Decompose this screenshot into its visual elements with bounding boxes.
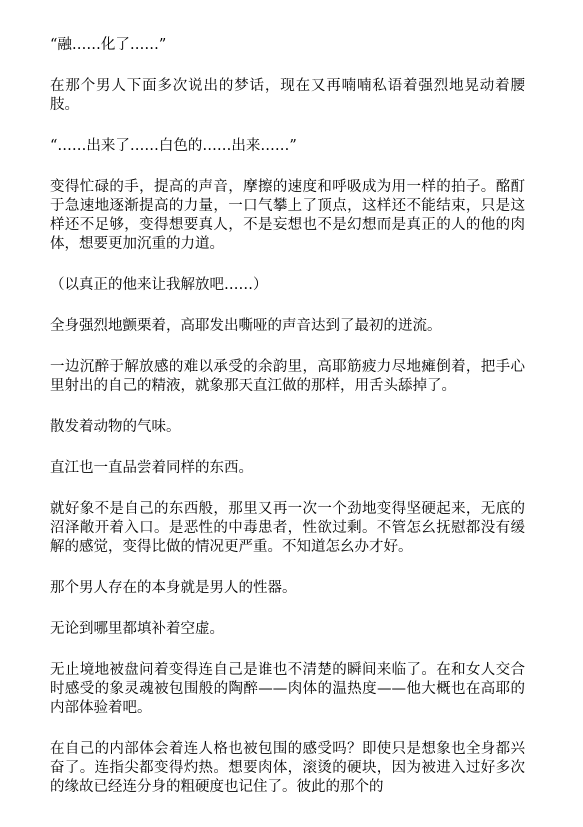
paragraph: 直江也一直品尝着同样的东西。: [50, 460, 253, 476]
paragraph: “……出来了……白色的……出来……”: [50, 138, 297, 154]
paragraph: “融……化了……”: [50, 37, 167, 53]
paragraph: 在自己的内部体会着连人格也被包围的感受吗？即使只是想象也全身都兴奋了。连指尖都变得灼热。想要肉体，滚烫的硬块，因为被进入过好多次的缘故已经连分身的粗硬度也记住了。彼此的那个的: [50, 741, 525, 795]
paragraph: 那个男人存在的本身就是男人的性器。: [50, 580, 297, 596]
paragraph: 无论到哪里都填补着空虚。: [50, 621, 224, 637]
paragraph: 在那个男人下面多次说出的梦话，现在又再喃喃私语着强烈地晃动着腰肢。: [50, 78, 525, 113]
paragraph: 散发着动物的气味。: [50, 419, 181, 435]
paragraph: 变得忙碌的手，提高的声音，摩擦的速度和呼吸成为用一样的拍子。酩酊于急速地逐渐提高的力量，一口气攀上了顶点，这样还不能结束，只是这样还不足够，变得想要真人，不是妄想也不是幻想而是真正的人的他的肉体，想要更加沉重的力道。: [50, 179, 525, 252]
paragraph: 无止境地被盘问着变得连自己是谁也不清楚的瞬间来临了。在和女人交合时感受的象灵魂被包围般的陶醉——肉体的温热度——他大概也在高耶的内部体验着吧。: [50, 662, 525, 716]
paragraph: 全身强烈地颤栗着，高耶发出嘶哑的声音达到了最初的迸流。: [50, 318, 442, 334]
paragraph: 就好象不是自己的东西般，那里又再一次一个劲地变得坚硬起来，无底的沼泽敞开着入口。是恶性的中毒患者，性欲过剩。不管怎幺抚慰都没有缓解的感觉，变得比做的情况更严重。不知道怎幺办才好。: [50, 501, 525, 555]
paragraph: （以真正的他来让我解放吧……）: [50, 277, 268, 293]
paragraph: 一边沉醉于解放感的难以承受的余韵里，高耶筋疲力尽地瘫倒着，把手心里射出的自己的精液，就象那天直江做的那样，用舌头舔掉了。: [50, 359, 525, 394]
